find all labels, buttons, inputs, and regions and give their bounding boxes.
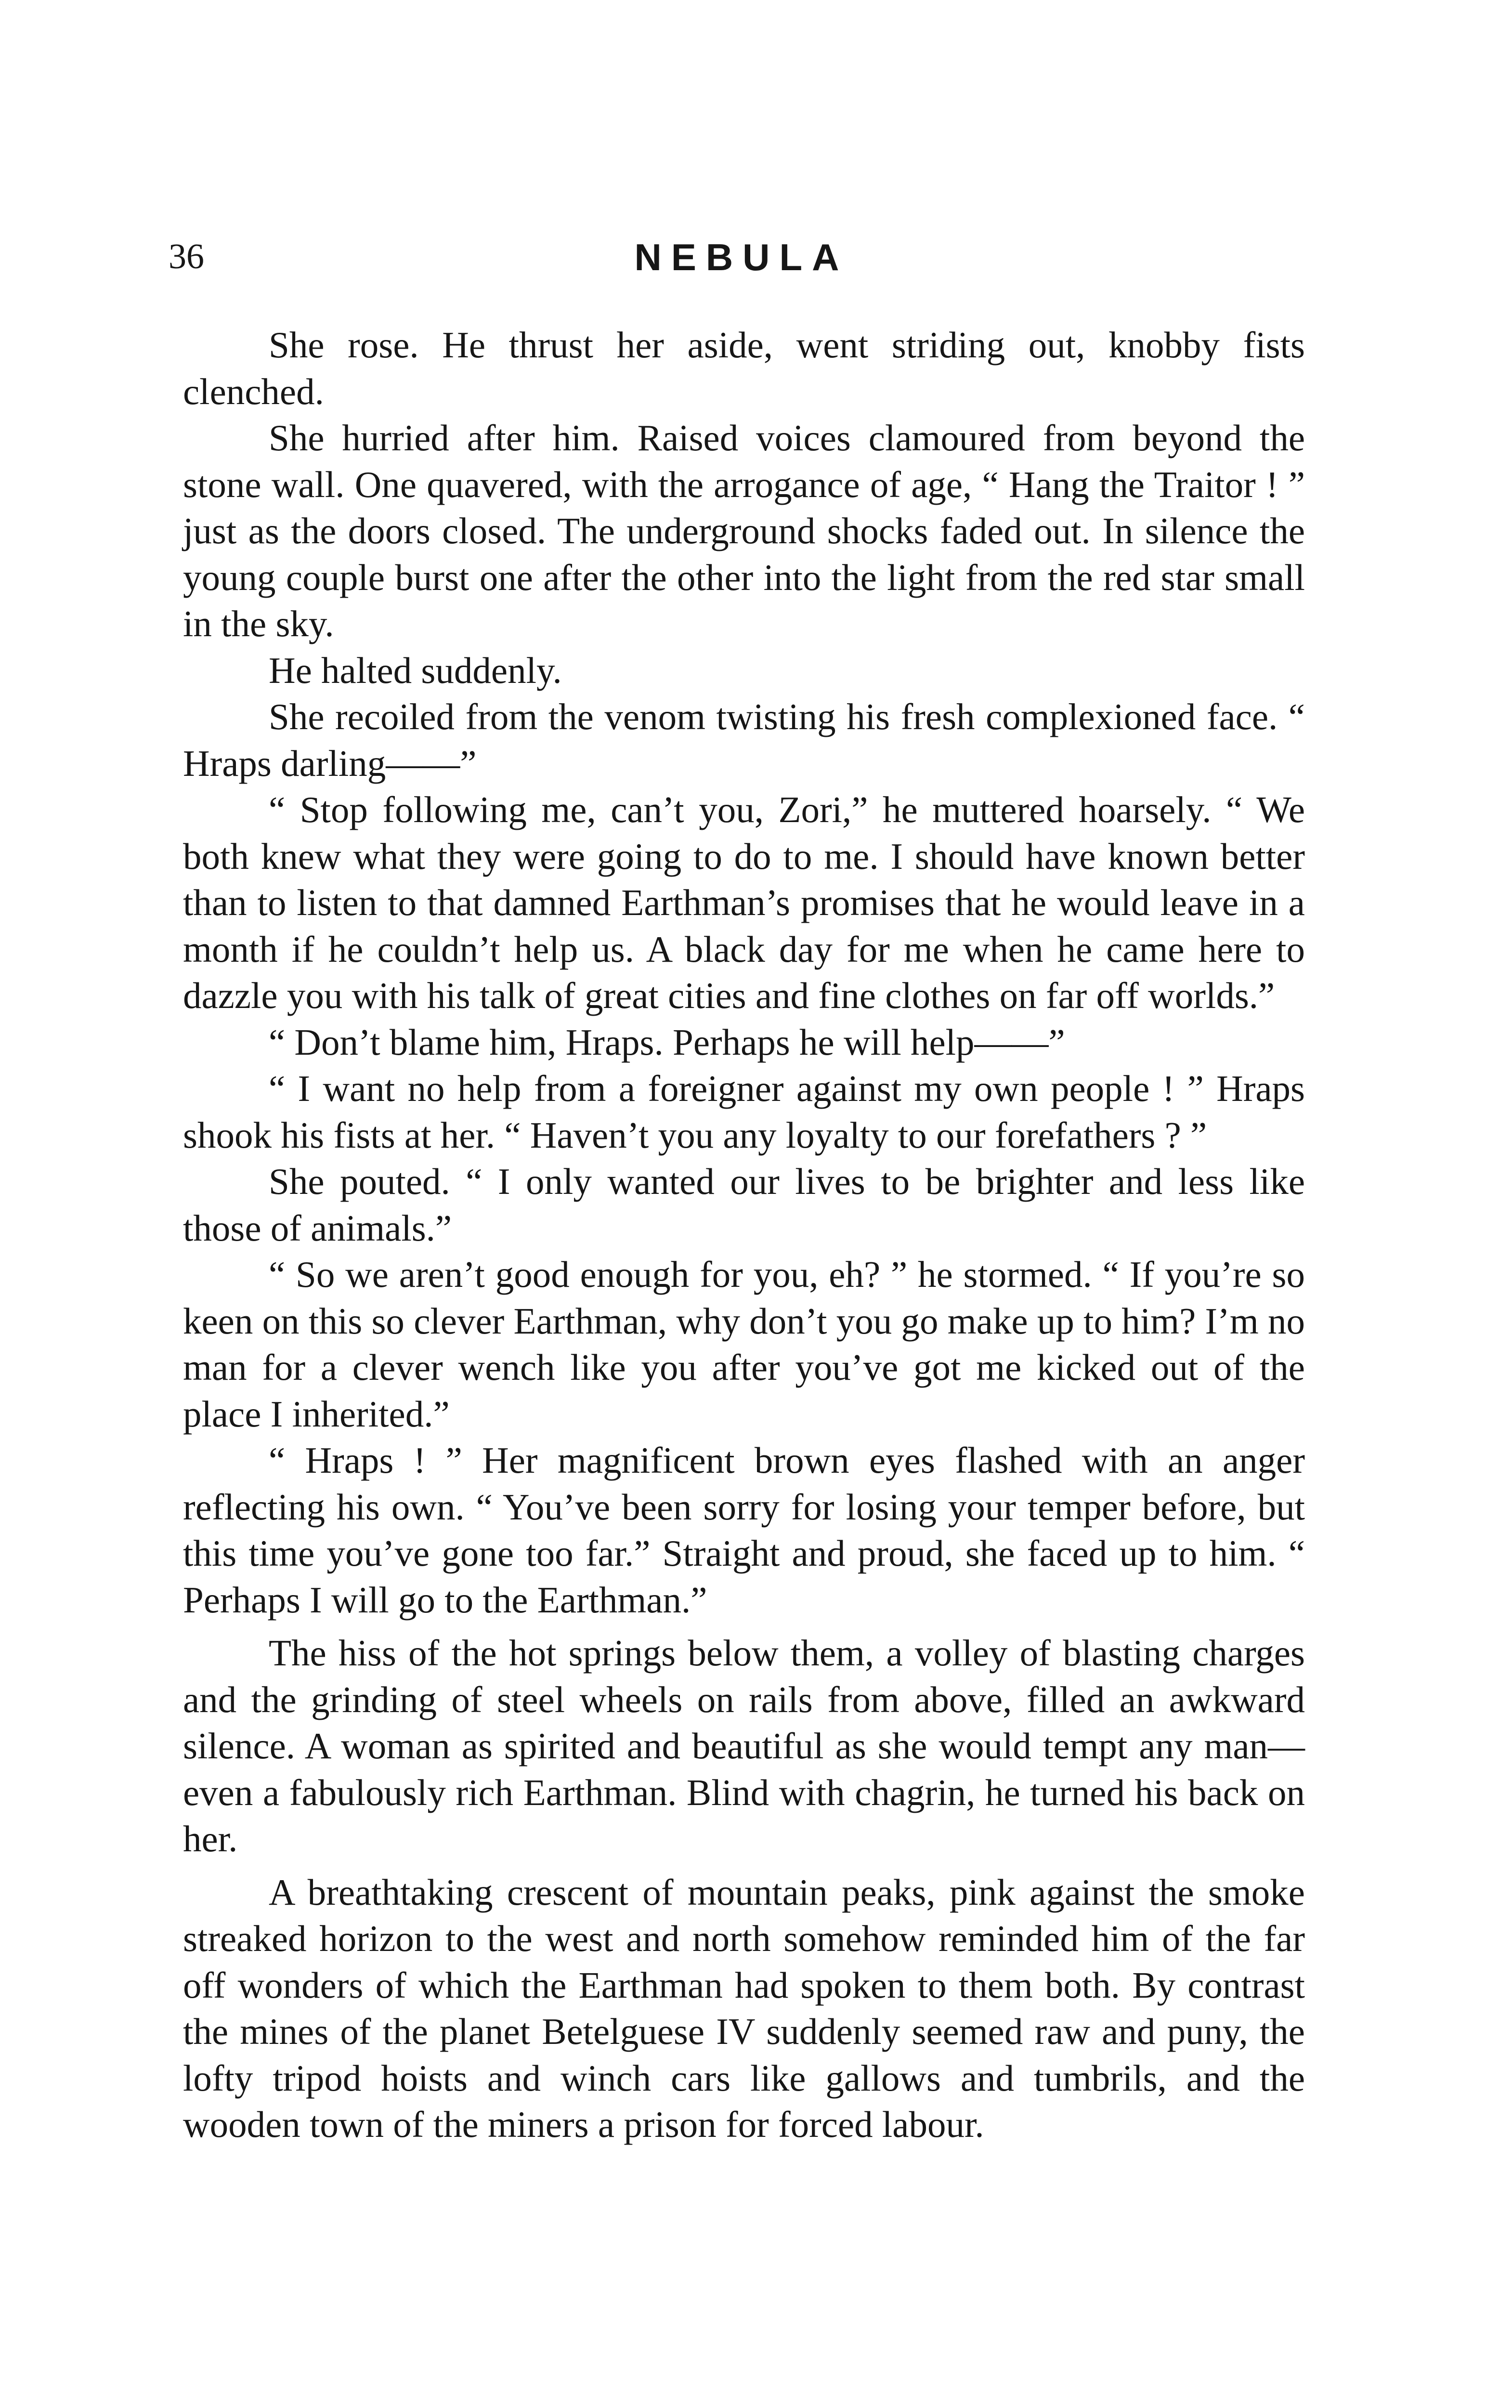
page-number: 36 <box>169 237 204 276</box>
paragraph: “ I want no help from a foreigner against my own people ! ” Hraps shook his fists at her. “ Haven’t you any loyalty to our forefathers ? ” <box>183 1068 1305 1156</box>
story-text <box>183 322 1305 2148</box>
page-header <box>169 235 1315 293</box>
paragraph: A breathtaking crescent of mountain peaks, pink against the smoke streaked horizon to the west and north somehow reminded him of the far off wonders of which the Earthman had spoken to them both. By contrast the mines of the planet Betelguese IV suddenly seemed raw and puny, the lofty tripod hoists and winch cars like gallows and tumbrils, and the wooden town of the miners a prison for forced labour. <box>183 1871 1305 2145</box>
paragraph: The hiss of the hot springs below them, a volley of blasting charges and the grinding of steel wheels on rails from above, filled an awkward silence. A woman as spirited and beautiful as she would tempt any man—even a fabulously rich Earthman. Blind with chagrin, he turned his back on her. <box>183 1632 1305 1859</box>
paragraph: “ So we aren’t good enough for you, eh? ” he stormed. “ If you’re so keen on this so clever Earthman, why don’t you go make up to him? I’m no man for a clever wench like you after you’ve got me kicked out of the place I inherited.” <box>183 1254 1305 1435</box>
paragraph: “ Stop following me, can’t you, Zori,” he muttered hoarsely. “ We both knew what they were going to do to me. I should have known better than to listen to that damned Earthman’s promises that he would leave in a month if he couldn’t help us. A black day for me when he came here to dazzle you with his talk of great cities and fine clothes on far off worlds.” <box>183 789 1305 1016</box>
paragraph: She hurried after him. Raised voices clamoured from beyond the stone wall. One quavered, with the arrogance of age, “ Hang the Traitor ! ” just as the doors closed. The underground shocks faded out. In silence the young couple burst one after the other into the light from the red star small in the sky. <box>183 417 1305 644</box>
paragraph: She recoiled from the venom twisting his fresh complexioned face. “ Hraps darling——” <box>183 696 1305 784</box>
paragraph: She pouted. “ I only wanted our lives to be brighter and less like those of animals.” <box>183 1161 1305 1249</box>
paragraph: She rose. He thrust her aside, went striding out, knobby fists clenched. <box>183 324 1305 412</box>
running-title: NEBULA <box>634 236 849 278</box>
paragraph: “ Don’t blame him, Hraps. Perhaps he will help——” <box>269 1021 1065 1063</box>
paragraph: “ Hraps ! ” Her magnificent brown eyes flashed with an anger reflecting his own. “ You’ve been sorry for losing your temper before, but this time you’ve gone too far.” Straight and proud, she faced up to him. “ Perhaps I will go to the Earthman.” <box>183 1440 1305 1621</box>
paragraph: He halted suddenly. <box>269 649 562 691</box>
